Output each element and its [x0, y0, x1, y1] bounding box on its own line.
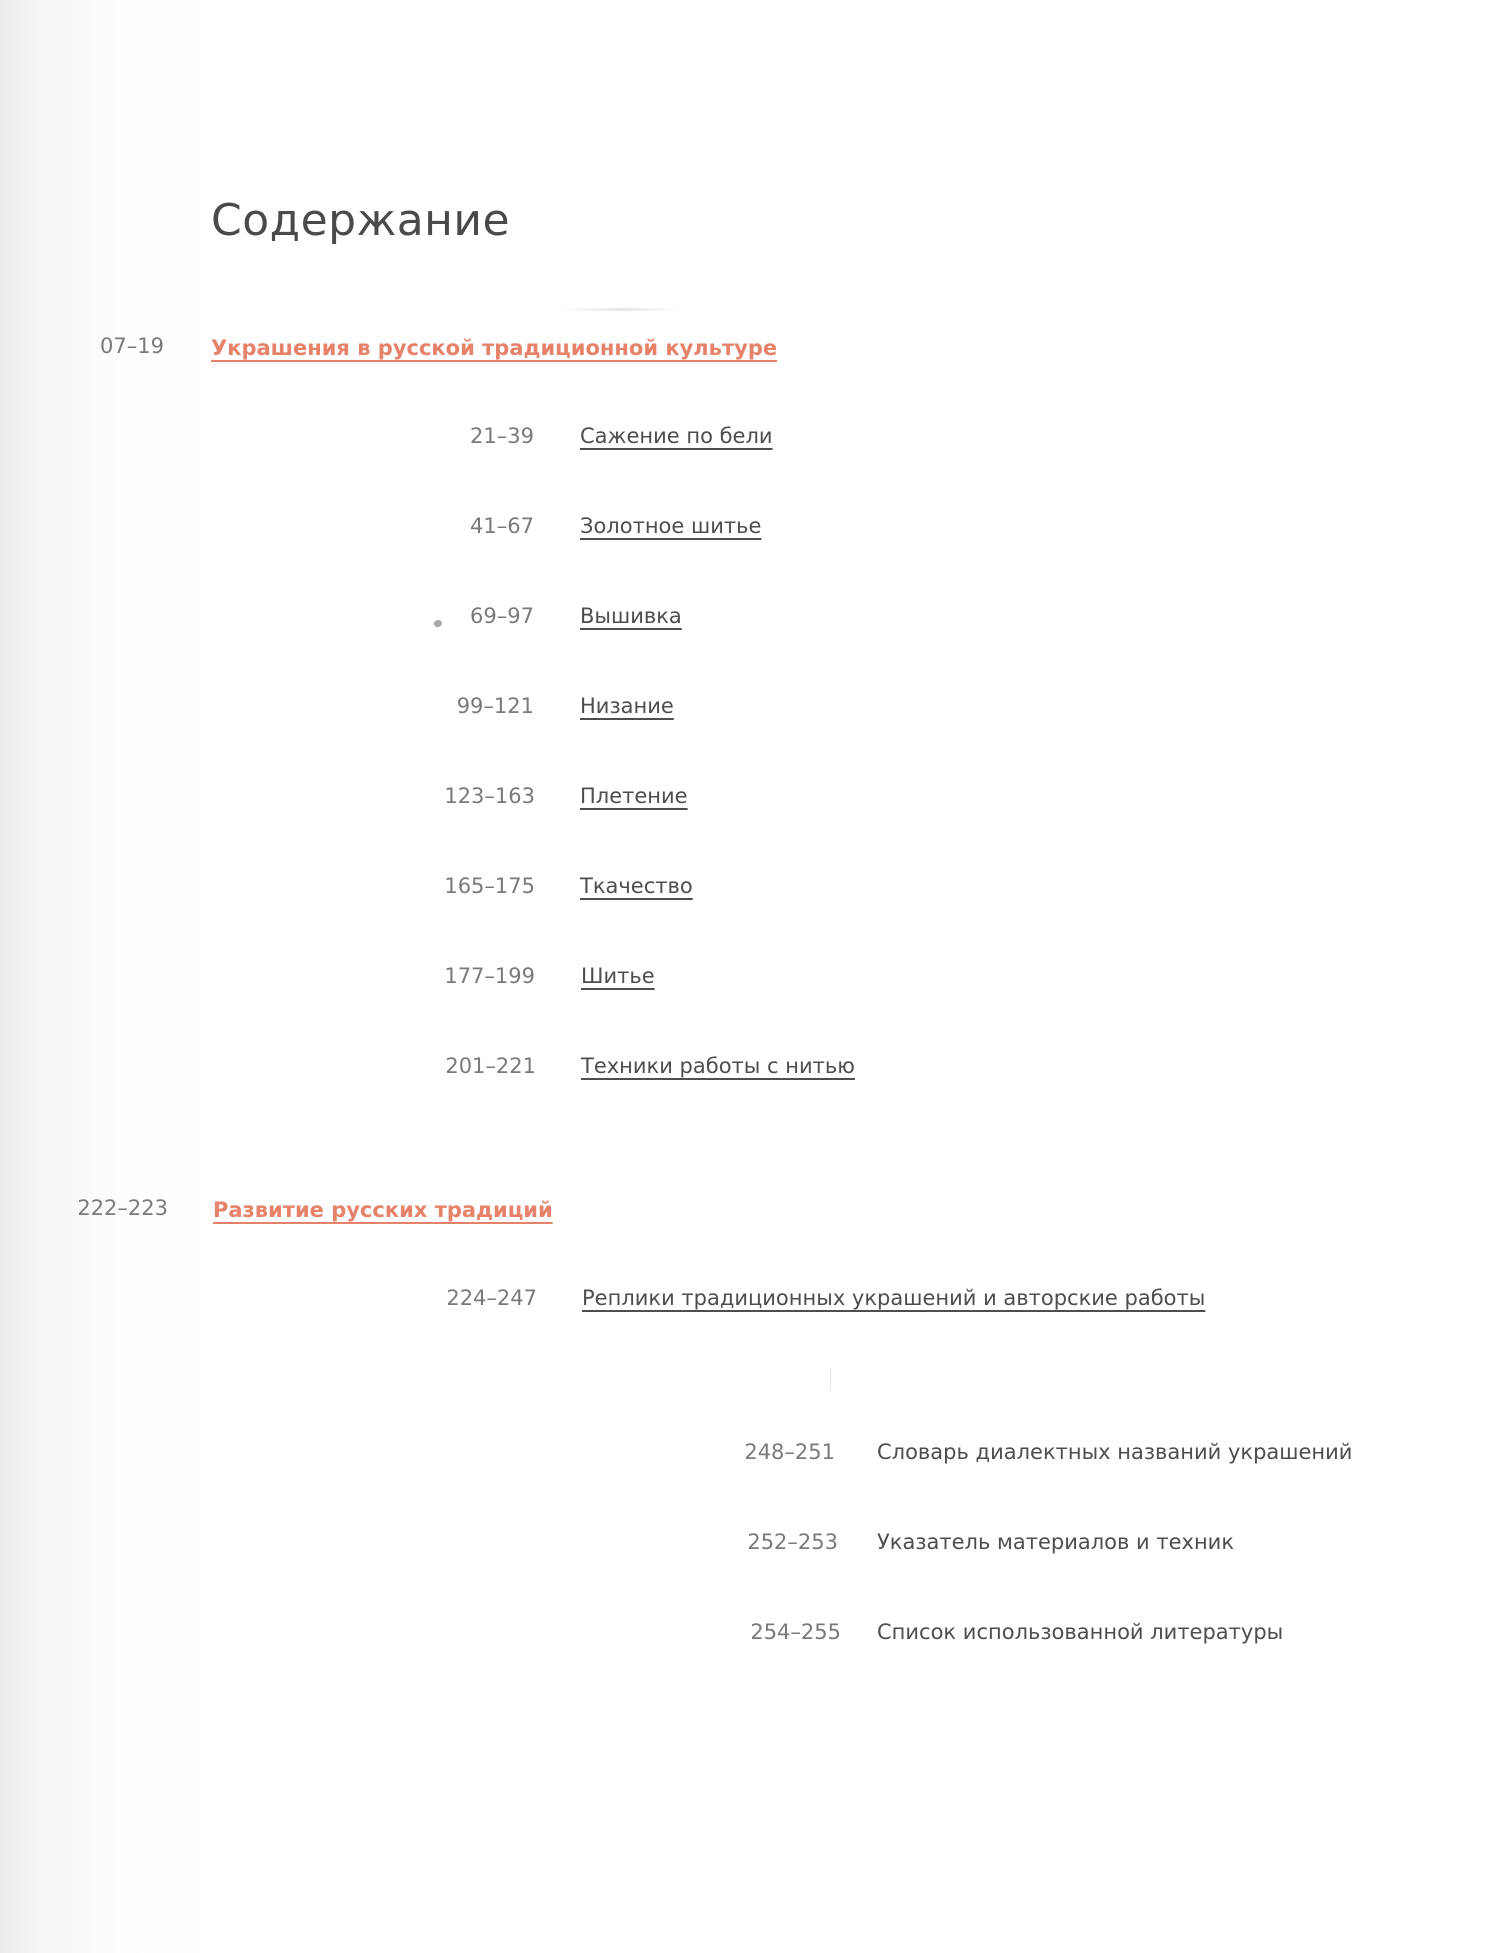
appendix-title: Список использованной литературы: [877, 1620, 1284, 1644]
chapter-pages: 69–97: [470, 604, 534, 628]
chapter-link[interactable]: Низание: [580, 694, 674, 718]
paper-mark: [830, 1368, 831, 1390]
chapter-pages: 165–175: [444, 874, 535, 898]
paper-smudge: [560, 308, 685, 311]
appendix-pages: 248–251: [744, 1440, 835, 1464]
chapter-pages: 201–221: [445, 1054, 536, 1078]
appendix-pages: 254–255: [750, 1620, 841, 1644]
chapter-pages: 41–67: [470, 514, 534, 538]
appendix-title: Словарь диалектных названий украшений: [877, 1440, 1353, 1464]
chapter-link[interactable]: Сажение по бели: [580, 424, 773, 448]
page-title: Содержание: [211, 195, 511, 246]
chapter-link[interactable]: Шитье: [581, 964, 655, 988]
chapter-link[interactable]: Вышивка: [580, 604, 682, 628]
appendix-title: Указатель материалов и техник: [877, 1530, 1235, 1554]
section-1-pages: 07–19: [100, 334, 164, 358]
chapter-link[interactable]: Золотное шитье: [580, 514, 762, 538]
chapter-pages: 99–121: [456, 694, 534, 718]
chapter-pages: 123–163: [444, 784, 535, 808]
section-1-link[interactable]: Украшения в русской традиционной культуре: [211, 336, 778, 360]
section-2-pages: 222–223: [77, 1196, 168, 1220]
chapter-link[interactable]: Техники работы с нитью: [581, 1054, 855, 1078]
chapter-link[interactable]: Реплики традиционных украшений и авторские работы: [582, 1286, 1206, 1310]
section-2-link[interactable]: Развитие русских традиций: [213, 1198, 553, 1222]
appendix-pages: 252–253: [747, 1530, 838, 1554]
chapter-pages: 224–247: [446, 1286, 537, 1310]
chapter-link[interactable]: Плетение: [580, 784, 688, 808]
chapter-link[interactable]: Ткачество: [580, 874, 693, 898]
chapter-pages: 177–199: [444, 964, 535, 988]
chapter-pages: 21–39: [470, 424, 534, 448]
